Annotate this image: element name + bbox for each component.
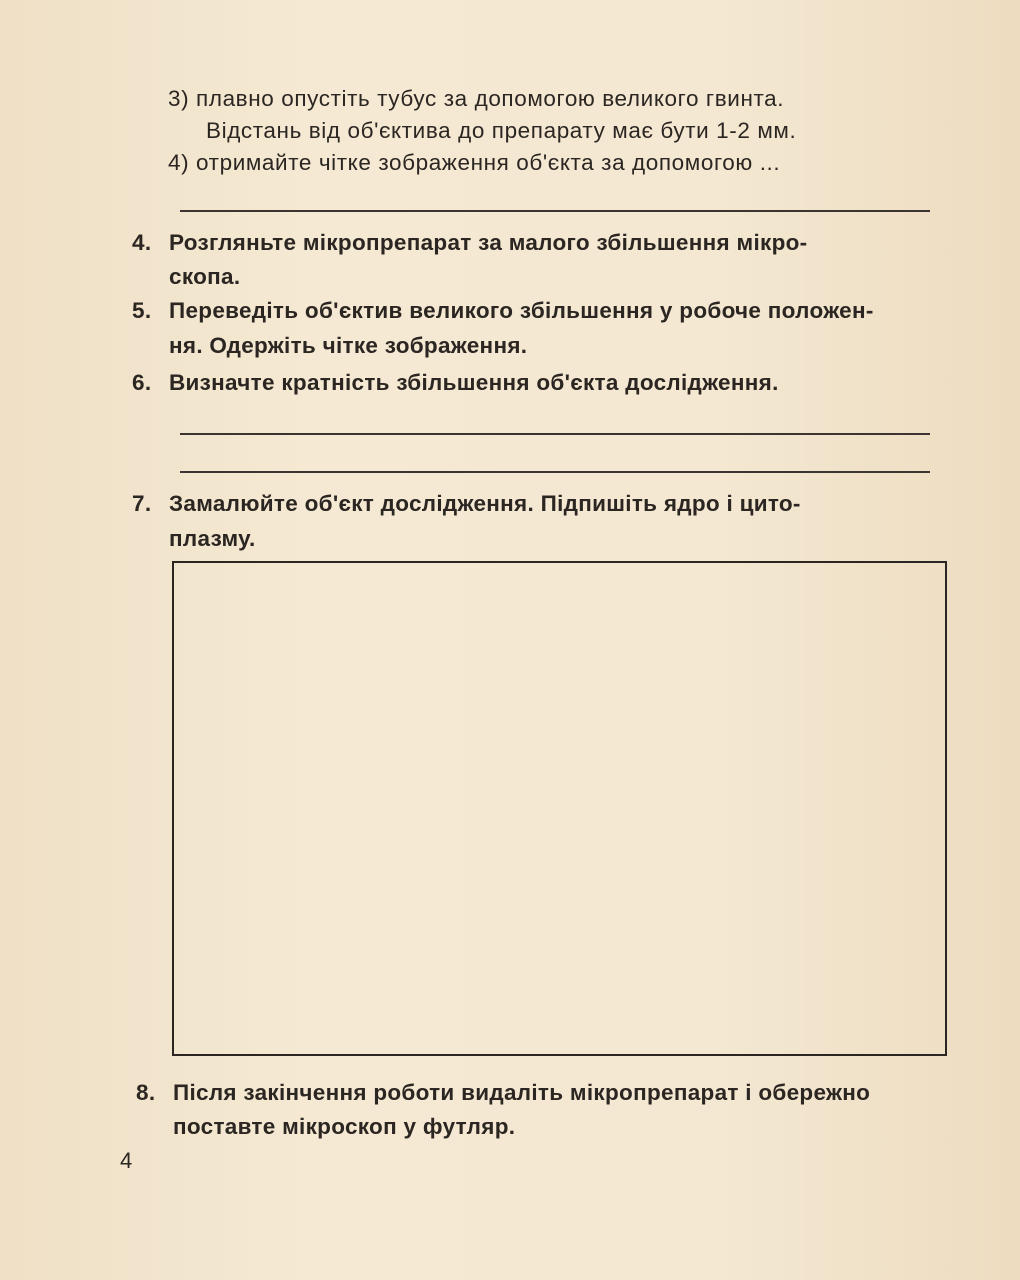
item-4-line-1: Розгляньте мікропрепарат за малого збільшення мікро-: [169, 230, 808, 255]
step-3-sub-line-1: 3) плавно опустіть тубус за допомогою великого гвинта.: [168, 86, 785, 111]
answer-line-1[interactable]: [180, 210, 930, 212]
item-number-5: 5.: [132, 298, 152, 323]
item-8-line-2: поставте мікроскоп у футляр.: [173, 1114, 516, 1139]
item-number-8: 8.: [136, 1080, 156, 1105]
item-8-line-1: Після закінчення роботи видаліть мікропрепарат і обережно: [173, 1080, 871, 1105]
answer-line-2[interactable]: [180, 433, 930, 435]
drawing-box[interactable]: [172, 561, 947, 1056]
item-6-text: Визначте кратність збільшення об'єкта дослідження.: [169, 370, 779, 395]
item-7-line-1: Замалюйте об'єкт дослідження. Підпишіть ядро і цито-: [169, 491, 801, 516]
answer-line-3[interactable]: [180, 471, 930, 473]
item-number-7: 7.: [132, 491, 152, 516]
page-number: 4: [120, 1148, 133, 1173]
item-4-line-2: скопа.: [169, 264, 241, 289]
item-7-line-2: плазму.: [169, 526, 256, 551]
item-5-line-1: Переведіть об'єктив великого збільшення у робоче положен-: [169, 298, 874, 323]
item-5-line-2: ня. Одержіть чітке зображення.: [169, 333, 528, 358]
step-4-sub-line: 4) отримайте чітке зображення об'єкта за допомогою ...: [168, 150, 781, 175]
item-number-4: 4.: [132, 230, 152, 255]
item-number-6: 6.: [132, 370, 152, 395]
step-3-sub-line-2: Відстань від об'єктива до препарату має бути 1-2 мм.: [206, 118, 797, 143]
